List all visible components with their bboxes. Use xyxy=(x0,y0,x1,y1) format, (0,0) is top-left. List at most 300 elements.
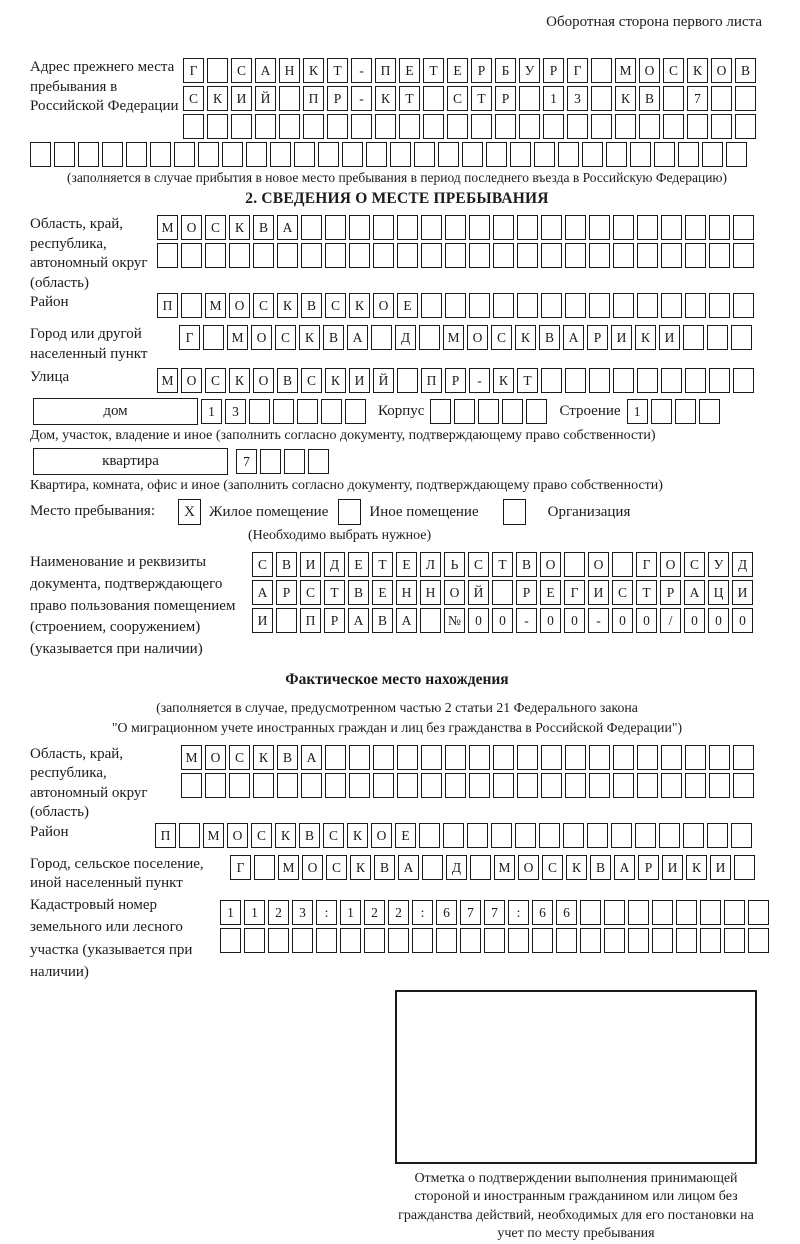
char-cell[interactable] xyxy=(421,243,442,268)
char-cell[interactable] xyxy=(700,900,721,925)
char-cell[interactable]: В xyxy=(372,608,393,633)
char-cell[interactable]: М xyxy=(443,325,464,350)
char-cell[interactable]: О xyxy=(229,293,250,318)
char-cell[interactable]: С xyxy=(300,580,321,605)
char-cell[interactable] xyxy=(733,368,754,393)
char-cell[interactable] xyxy=(565,368,586,393)
char-cell[interactable]: С xyxy=(252,552,273,577)
char-cell[interactable] xyxy=(491,823,512,848)
char-cell[interactable] xyxy=(519,114,540,139)
char-cell[interactable]: 0 xyxy=(612,608,633,633)
char-cell[interactable]: 3 xyxy=(292,900,313,925)
char-cell[interactable] xyxy=(685,293,706,318)
char-cell[interactable] xyxy=(423,114,444,139)
char-cell[interactable] xyxy=(229,243,250,268)
char-cell[interactable] xyxy=(517,773,538,798)
char-cell[interactable] xyxy=(587,823,608,848)
char-cell[interactable] xyxy=(126,142,147,167)
char-cell[interactable]: 7 xyxy=(484,900,505,925)
char-cell[interactable] xyxy=(502,399,523,424)
char-cell[interactable]: М xyxy=(227,325,248,350)
char-cell[interactable] xyxy=(659,823,680,848)
char-cell[interactable] xyxy=(639,114,660,139)
char-cell[interactable]: К xyxy=(493,368,514,393)
stay-type-checkbox-other[interactable] xyxy=(338,499,361,525)
char-cell[interactable]: 2 xyxy=(268,900,289,925)
char-cell[interactable]: Г xyxy=(567,58,588,83)
char-cell[interactable]: : xyxy=(412,900,433,925)
char-cell[interactable]: К xyxy=(299,325,320,350)
char-cell[interactable] xyxy=(414,142,435,167)
char-cell[interactable] xyxy=(748,928,769,953)
char-cell[interactable] xyxy=(253,773,274,798)
char-cell[interactable] xyxy=(515,823,536,848)
char-cell[interactable]: К xyxy=(253,745,274,770)
char-cell[interactable]: М xyxy=(157,215,178,240)
char-cell[interactable]: И xyxy=(732,580,753,605)
char-cell[interactable] xyxy=(205,773,226,798)
char-cell[interactable] xyxy=(731,325,752,350)
char-cell[interactable]: О xyxy=(711,58,732,83)
char-cell[interactable] xyxy=(399,114,420,139)
char-cell[interactable]: С xyxy=(491,325,512,350)
char-cell[interactable] xyxy=(709,368,730,393)
char-cell[interactable]: А xyxy=(301,745,322,770)
char-cell[interactable]: Д xyxy=(395,325,416,350)
char-cell[interactable]: С xyxy=(323,823,344,848)
char-cell[interactable] xyxy=(207,114,228,139)
char-cell[interactable]: 6 xyxy=(532,900,553,925)
char-cell[interactable] xyxy=(345,399,366,424)
char-cell[interactable] xyxy=(735,114,756,139)
char-cell[interactable]: В xyxy=(374,855,395,880)
char-cell[interactable] xyxy=(613,243,634,268)
char-cell[interactable] xyxy=(294,142,315,167)
char-cell[interactable] xyxy=(526,399,547,424)
char-cell[interactable]: Р xyxy=(327,86,348,111)
char-cell[interactable] xyxy=(207,58,228,83)
char-cell[interactable] xyxy=(733,243,754,268)
char-cell[interactable]: С xyxy=(229,745,250,770)
char-cell[interactable] xyxy=(102,142,123,167)
char-cell[interactable] xyxy=(321,399,342,424)
char-cell[interactable] xyxy=(591,86,612,111)
char-cell[interactable] xyxy=(375,114,396,139)
char-cell[interactable]: Д xyxy=(732,552,753,577)
char-cell[interactable]: Т xyxy=(327,58,348,83)
char-cell[interactable] xyxy=(462,142,483,167)
char-cell[interactable] xyxy=(565,745,586,770)
char-cell[interactable] xyxy=(661,368,682,393)
char-cell[interactable] xyxy=(707,325,728,350)
char-cell[interactable] xyxy=(711,114,732,139)
char-cell[interactable]: 6 xyxy=(436,900,457,925)
char-cell[interactable] xyxy=(308,449,329,474)
char-cell[interactable] xyxy=(591,58,612,83)
char-cell[interactable] xyxy=(613,745,634,770)
char-cell[interactable] xyxy=(325,773,346,798)
char-cell[interactable] xyxy=(628,928,649,953)
char-cell[interactable] xyxy=(495,114,516,139)
char-cell[interactable]: 2 xyxy=(364,900,385,925)
char-cell[interactable]: Р xyxy=(587,325,608,350)
char-cell[interactable]: - xyxy=(469,368,490,393)
char-cell[interactable]: - xyxy=(351,86,372,111)
char-cell[interactable] xyxy=(733,215,754,240)
char-cell[interactable]: С xyxy=(325,293,346,318)
char-cell[interactable] xyxy=(709,745,730,770)
char-cell[interactable]: 3 xyxy=(567,86,588,111)
char-cell[interactable] xyxy=(460,928,481,953)
char-cell[interactable]: 1 xyxy=(220,900,241,925)
char-cell[interactable] xyxy=(373,773,394,798)
char-cell[interactable] xyxy=(181,243,202,268)
char-cell[interactable] xyxy=(183,114,204,139)
char-cell[interactable]: Е xyxy=(397,293,418,318)
char-cell[interactable] xyxy=(661,293,682,318)
char-cell[interactable]: М xyxy=(615,58,636,83)
char-cell[interactable] xyxy=(613,773,634,798)
char-cell[interactable] xyxy=(661,243,682,268)
char-cell[interactable] xyxy=(316,928,337,953)
char-cell[interactable] xyxy=(724,900,745,925)
char-cell[interactable] xyxy=(683,823,704,848)
char-cell[interactable] xyxy=(423,86,444,111)
char-cell[interactable]: В xyxy=(348,580,369,605)
char-cell[interactable] xyxy=(397,745,418,770)
char-cell[interactable] xyxy=(181,773,202,798)
char-cell[interactable] xyxy=(519,86,540,111)
char-cell[interactable]: С xyxy=(251,823,272,848)
char-cell[interactable]: Г xyxy=(230,855,251,880)
char-cell[interactable] xyxy=(652,928,673,953)
char-cell[interactable] xyxy=(539,823,560,848)
char-cell[interactable] xyxy=(419,823,440,848)
char-cell[interactable]: К xyxy=(275,823,296,848)
char-cell[interactable]: К xyxy=(635,325,656,350)
char-cell[interactable]: / xyxy=(660,608,681,633)
char-cell[interactable] xyxy=(222,142,243,167)
char-cell[interactable]: Р xyxy=(324,608,345,633)
char-cell[interactable]: О xyxy=(444,580,465,605)
char-cell[interactable] xyxy=(613,293,634,318)
char-cell[interactable]: В xyxy=(735,58,756,83)
char-cell[interactable]: М xyxy=(157,368,178,393)
char-cell[interactable]: А xyxy=(348,608,369,633)
char-cell[interactable] xyxy=(709,243,730,268)
char-cell[interactable] xyxy=(327,114,348,139)
char-cell[interactable]: К xyxy=(515,325,536,350)
char-cell[interactable] xyxy=(349,215,370,240)
char-cell[interactable] xyxy=(543,114,564,139)
char-cell[interactable]: В xyxy=(590,855,611,880)
char-cell[interactable]: К xyxy=(207,86,228,111)
char-cell[interactable] xyxy=(541,243,562,268)
char-cell[interactable]: Р xyxy=(471,58,492,83)
char-cell[interactable] xyxy=(349,745,370,770)
char-cell[interactable] xyxy=(292,928,313,953)
char-cell[interactable] xyxy=(532,928,553,953)
char-cell[interactable]: 0 xyxy=(708,608,729,633)
char-cell[interactable] xyxy=(254,855,275,880)
char-cell[interactable] xyxy=(340,928,361,953)
char-cell[interactable] xyxy=(517,293,538,318)
char-cell[interactable]: О xyxy=(251,325,272,350)
char-cell[interactable]: П xyxy=(155,823,176,848)
char-cell[interactable] xyxy=(157,243,178,268)
char-cell[interactable]: Й xyxy=(468,580,489,605)
char-cell[interactable]: 1 xyxy=(627,399,648,424)
char-cell[interactable]: В xyxy=(323,325,344,350)
char-cell[interactable] xyxy=(273,399,294,424)
char-cell[interactable]: 7 xyxy=(236,449,257,474)
char-cell[interactable] xyxy=(724,928,745,953)
char-cell[interactable] xyxy=(412,928,433,953)
char-cell[interactable]: О xyxy=(373,293,394,318)
char-cell[interactable]: : xyxy=(316,900,337,925)
char-cell[interactable] xyxy=(484,928,505,953)
char-cell[interactable] xyxy=(279,114,300,139)
char-cell[interactable] xyxy=(277,773,298,798)
char-cell[interactable] xyxy=(685,368,706,393)
char-cell[interactable]: С xyxy=(447,86,468,111)
char-cell[interactable] xyxy=(700,928,721,953)
char-cell[interactable] xyxy=(731,823,752,848)
char-cell[interactable] xyxy=(325,243,346,268)
char-cell[interactable] xyxy=(541,745,562,770)
char-cell[interactable] xyxy=(589,293,610,318)
char-cell[interactable] xyxy=(709,215,730,240)
char-cell[interactable] xyxy=(541,215,562,240)
char-cell[interactable]: К xyxy=(566,855,587,880)
char-cell[interactable] xyxy=(517,243,538,268)
char-cell[interactable] xyxy=(253,243,274,268)
char-cell[interactable] xyxy=(687,114,708,139)
char-cell[interactable]: В xyxy=(539,325,560,350)
char-cell[interactable] xyxy=(612,552,633,577)
char-cell[interactable] xyxy=(685,243,706,268)
char-cell[interactable]: С xyxy=(684,552,705,577)
char-cell[interactable]: К xyxy=(229,368,250,393)
char-cell[interactable]: И xyxy=(349,368,370,393)
char-cell[interactable]: 0 xyxy=(564,608,585,633)
char-cell[interactable] xyxy=(556,928,577,953)
char-cell[interactable] xyxy=(469,773,490,798)
char-cell[interactable]: У xyxy=(708,552,729,577)
char-cell[interactable] xyxy=(198,142,219,167)
char-cell[interactable]: С xyxy=(542,855,563,880)
char-cell[interactable] xyxy=(373,243,394,268)
char-cell[interactable] xyxy=(637,745,658,770)
char-cell[interactable]: Е xyxy=(348,552,369,577)
char-cell[interactable] xyxy=(699,399,720,424)
char-cell[interactable]: О xyxy=(518,855,539,880)
char-cell[interactable] xyxy=(469,745,490,770)
char-cell[interactable]: О xyxy=(588,552,609,577)
char-cell[interactable]: О xyxy=(540,552,561,577)
char-cell[interactable]: 2 xyxy=(388,900,409,925)
char-cell[interactable] xyxy=(567,114,588,139)
char-cell[interactable]: Е xyxy=(372,580,393,605)
char-cell[interactable] xyxy=(685,745,706,770)
char-cell[interactable]: М xyxy=(181,745,202,770)
char-cell[interactable]: Е xyxy=(447,58,468,83)
char-cell[interactable] xyxy=(558,142,579,167)
char-cell[interactable] xyxy=(702,142,723,167)
char-cell[interactable]: С xyxy=(468,552,489,577)
char-cell[interactable] xyxy=(565,215,586,240)
char-cell[interactable]: Й xyxy=(373,368,394,393)
char-cell[interactable]: Д xyxy=(446,855,467,880)
char-cell[interactable] xyxy=(493,745,514,770)
char-cell[interactable] xyxy=(454,399,475,424)
char-cell[interactable]: А xyxy=(255,58,276,83)
char-cell[interactable]: С xyxy=(275,325,296,350)
char-cell[interactable]: К xyxy=(229,215,250,240)
char-cell[interactable] xyxy=(637,215,658,240)
char-cell[interactable]: М xyxy=(205,293,226,318)
char-cell[interactable] xyxy=(748,900,769,925)
char-cell[interactable]: О xyxy=(227,823,248,848)
char-cell[interactable] xyxy=(735,86,756,111)
char-cell[interactable]: С xyxy=(183,86,204,111)
char-cell[interactable]: И xyxy=(588,580,609,605)
char-cell[interactable] xyxy=(279,86,300,111)
char-cell[interactable] xyxy=(493,243,514,268)
char-cell[interactable]: О xyxy=(371,823,392,848)
char-cell[interactable]: В xyxy=(516,552,537,577)
char-cell[interactable] xyxy=(685,215,706,240)
char-cell[interactable] xyxy=(351,114,372,139)
char-cell[interactable] xyxy=(78,142,99,167)
char-cell[interactable]: И xyxy=(662,855,683,880)
char-cell[interactable]: К xyxy=(349,293,370,318)
char-cell[interactable]: 0 xyxy=(492,608,513,633)
char-cell[interactable]: В xyxy=(253,215,274,240)
char-cell[interactable]: М xyxy=(278,855,299,880)
char-cell[interactable] xyxy=(447,114,468,139)
char-cell[interactable]: А xyxy=(252,580,273,605)
char-cell[interactable]: Р xyxy=(445,368,466,393)
char-cell[interactable]: 1 xyxy=(543,86,564,111)
char-cell[interactable]: Т xyxy=(471,86,492,111)
char-cell[interactable] xyxy=(445,745,466,770)
char-cell[interactable]: Н xyxy=(279,58,300,83)
char-cell[interactable] xyxy=(325,215,346,240)
char-cell[interactable] xyxy=(630,142,651,167)
char-cell[interactable]: А xyxy=(396,608,417,633)
char-cell[interactable] xyxy=(249,399,270,424)
char-cell[interactable]: А xyxy=(684,580,705,605)
stay-type-checkbox-residential[interactable]: X xyxy=(178,499,201,525)
char-cell[interactable] xyxy=(637,293,658,318)
char-cell[interactable] xyxy=(301,773,322,798)
char-cell[interactable] xyxy=(604,900,625,925)
char-cell[interactable]: Р xyxy=(495,86,516,111)
char-cell[interactable] xyxy=(663,114,684,139)
char-cell[interactable] xyxy=(366,142,387,167)
char-cell[interactable]: - xyxy=(351,58,372,83)
char-cell[interactable] xyxy=(397,773,418,798)
char-cell[interactable] xyxy=(683,325,704,350)
char-cell[interactable] xyxy=(276,608,297,633)
char-cell[interactable]: К xyxy=(303,58,324,83)
char-cell[interactable] xyxy=(582,142,603,167)
char-cell[interactable]: Р xyxy=(638,855,659,880)
char-cell[interactable] xyxy=(733,745,754,770)
char-cell[interactable]: Е xyxy=(396,552,417,577)
char-cell[interactable] xyxy=(244,928,265,953)
char-cell[interactable] xyxy=(277,243,298,268)
char-cell[interactable] xyxy=(580,900,601,925)
char-cell[interactable]: И xyxy=(252,608,273,633)
char-cell[interactable] xyxy=(486,142,507,167)
char-cell[interactable] xyxy=(541,293,562,318)
char-cell[interactable]: Ь xyxy=(444,552,465,577)
char-cell[interactable]: 1 xyxy=(244,900,265,925)
char-cell[interactable]: В xyxy=(639,86,660,111)
char-cell[interactable]: И xyxy=(710,855,731,880)
char-cell[interactable] xyxy=(470,855,491,880)
char-cell[interactable] xyxy=(589,745,610,770)
char-cell[interactable]: И xyxy=(231,86,252,111)
char-cell[interactable]: Т xyxy=(399,86,420,111)
char-cell[interactable] xyxy=(421,293,442,318)
char-cell[interactable] xyxy=(589,368,610,393)
char-cell[interactable] xyxy=(628,900,649,925)
char-cell[interactable]: Г xyxy=(564,580,585,605)
char-cell[interactable] xyxy=(325,745,346,770)
char-cell[interactable] xyxy=(469,215,490,240)
char-cell[interactable]: К xyxy=(615,86,636,111)
char-cell[interactable]: К xyxy=(375,86,396,111)
char-cell[interactable] xyxy=(255,114,276,139)
char-cell[interactable]: С xyxy=(326,855,347,880)
char-cell[interactable]: 1 xyxy=(340,900,361,925)
char-cell[interactable] xyxy=(54,142,75,167)
char-cell[interactable]: И xyxy=(659,325,680,350)
char-cell[interactable]: А xyxy=(398,855,419,880)
char-cell[interactable]: О xyxy=(467,325,488,350)
char-cell[interactable] xyxy=(445,773,466,798)
char-cell[interactable] xyxy=(397,243,418,268)
char-cell[interactable]: А xyxy=(563,325,584,350)
char-cell[interactable] xyxy=(565,773,586,798)
char-cell[interactable] xyxy=(637,243,658,268)
char-cell[interactable]: И xyxy=(611,325,632,350)
char-cell[interactable] xyxy=(652,900,673,925)
char-cell[interactable]: О xyxy=(181,215,202,240)
char-cell[interactable] xyxy=(229,773,250,798)
char-cell[interactable]: П xyxy=(421,368,442,393)
char-cell[interactable]: Д xyxy=(324,552,345,577)
char-cell[interactable] xyxy=(150,142,171,167)
char-cell[interactable]: С xyxy=(205,215,226,240)
char-cell[interactable] xyxy=(246,142,267,167)
char-cell[interactable]: Р xyxy=(660,580,681,605)
char-cell[interactable]: Н xyxy=(420,580,441,605)
char-cell[interactable] xyxy=(443,823,464,848)
char-cell[interactable] xyxy=(174,142,195,167)
char-cell[interactable] xyxy=(676,928,697,953)
char-cell[interactable] xyxy=(342,142,363,167)
char-cell[interactable] xyxy=(635,823,656,848)
char-cell[interactable]: 0 xyxy=(684,608,705,633)
char-cell[interactable] xyxy=(663,86,684,111)
char-cell[interactable] xyxy=(678,142,699,167)
char-cell[interactable]: 3 xyxy=(225,399,246,424)
char-cell[interactable] xyxy=(301,243,322,268)
